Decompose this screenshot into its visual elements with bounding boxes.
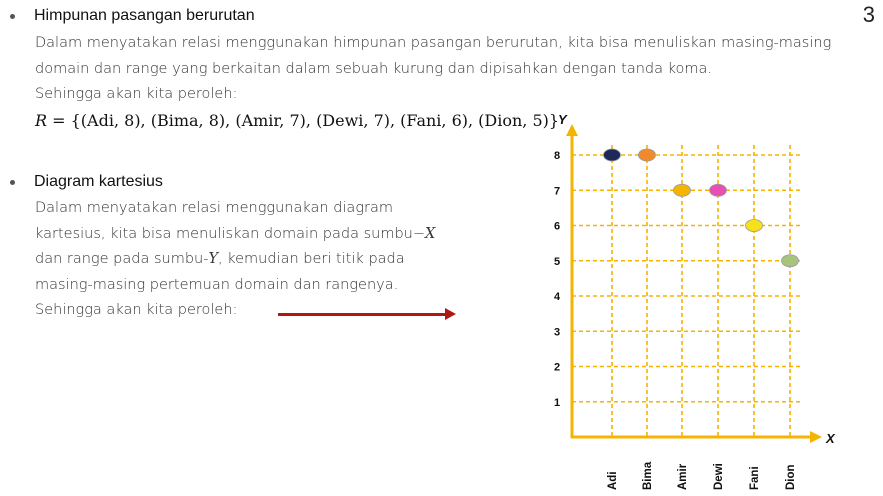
y-tick-label: 8 — [553, 150, 561, 162]
y-tick-label: 2 — [553, 361, 561, 374]
paragraph-line: Dalam menyatakan relasi menggunakan diagram — [35, 200, 393, 216]
data-point — [782, 255, 799, 267]
data-point — [674, 184, 691, 196]
x-category-label: Fani — [749, 466, 761, 490]
heading-text: Himpunan pasangan berurutan — [34, 7, 255, 24]
x-axis-label: X — [826, 431, 835, 446]
axis-y-variable: Y — [208, 251, 219, 268]
x-category-label: Adi — [607, 471, 619, 490]
line-text: kartesius, kita bisa menuliskan domain pada sumbu− — [35, 225, 426, 242]
axis-x-variable: X — [425, 225, 436, 242]
paragraph-line: Dalam menyatakan relasi menggunakan himpunan pasangan berurutan, kita bisa menuliskan masing-masing — [35, 35, 832, 51]
formula-variable: R — [35, 110, 48, 130]
y-tick-label: 5 — [553, 255, 561, 268]
data-point — [710, 184, 727, 196]
y-tick-label: 7 — [553, 185, 561, 198]
formula-set: = {(Adi, 8), (Bima, 8), (Amir, 7), (Dewi, 7), (Fani, 6), (Dion, 5)} — [47, 110, 560, 130]
x-category-label: Dewi — [713, 463, 725, 490]
data-point — [604, 149, 621, 161]
y-axis-label: Y — [558, 112, 567, 127]
paragraph-line: Sehingga akan kita peroleh: — [35, 302, 238, 319]
y-tick-label: 6 — [553, 220, 561, 233]
heading-text: Diagram kartesius — [34, 173, 163, 190]
data-point — [746, 220, 763, 232]
y-axis-arrow-icon — [566, 124, 578, 136]
data-point — [639, 149, 656, 161]
page-number: 3 — [862, 2, 875, 27]
x-axis-arrow-icon — [810, 431, 822, 443]
y-tick-label: 1 — [553, 396, 561, 409]
y-tick-label: 3 — [553, 326, 561, 339]
paragraph-line: Sehingga akan kita peroleh: — [35, 86, 238, 103]
y-tick-label: 4 — [553, 291, 561, 303]
paragraph-line: masing-masing pertemuan domain dan rangenya. — [35, 276, 399, 293]
x-category-label: Amir — [677, 463, 689, 490]
paragraph-line: domain dan range yang berkaitan dalam sebuah kurung dan dipisahkan dengan tanda koma. — [35, 60, 712, 77]
line-text: , kemudian beri titik pada — [218, 251, 405, 268]
x-category-label: Bima — [642, 461, 654, 490]
line-text: dan range pada sumbu- — [35, 251, 209, 268]
x-category-label: Dion — [785, 464, 797, 490]
